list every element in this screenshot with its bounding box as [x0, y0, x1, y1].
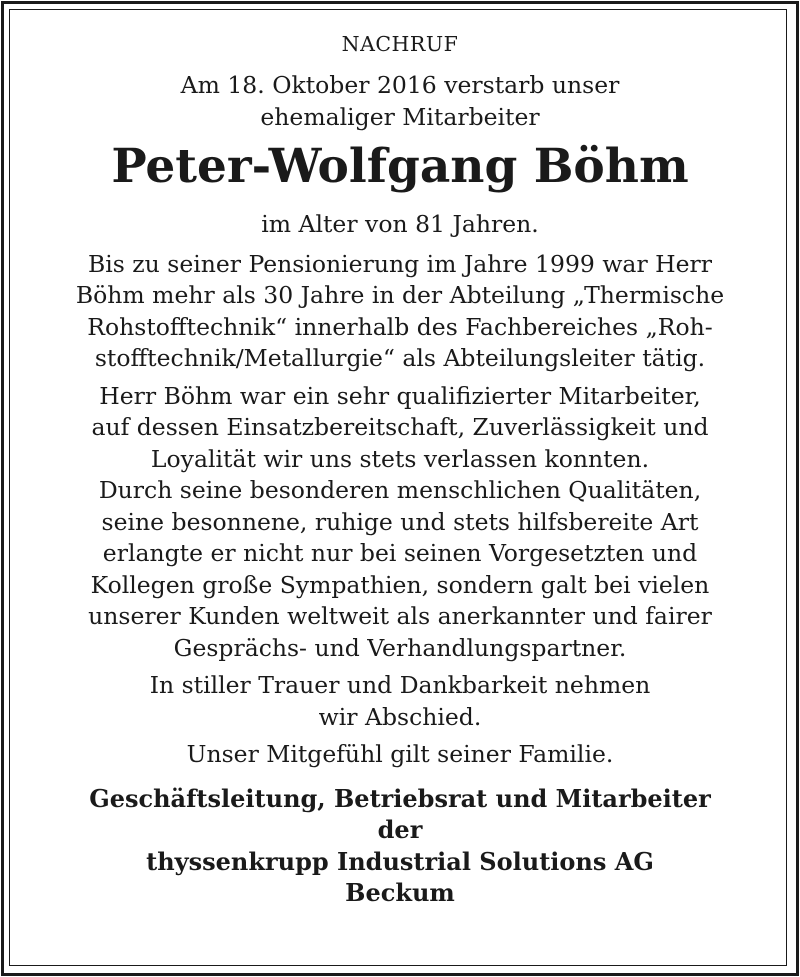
signature-line: Beckum	[345, 878, 455, 907]
intro-text	[20, 70, 780, 133]
signature-block	[20, 783, 780, 909]
tribute-line: Gesprächs- und Verhandlungspartner.	[173, 633, 627, 662]
tribute-line: Loyalität wir uns stets verlassen konnten.	[150, 444, 650, 473]
condolence-text: Unser Mitgefühl gilt seiner Familie.	[186, 740, 614, 768]
intro-line: ehemaliger Mitarbeiter	[260, 102, 540, 131]
farewell-line: In stiller Trauer und Dankbarkeit nehmen	[149, 671, 651, 699]
notice-heading: NACHRUF	[341, 32, 459, 56]
career-line: Bis zu seiner Pensionierung im Jahre 1999 war Herr	[87, 249, 713, 278]
deceased-name: Peter-Wolfgang Böhm	[111, 139, 689, 194]
tribute-line: auf dessen Einsatzbereitschaft, Zuverlässigkeit und	[91, 413, 709, 441]
signature-line: Geschäftsleitung, Betriebsrat und Mitarbeiter	[89, 783, 711, 813]
career-line: Rohstofftechnik“ innerhalb des Fachbereiches „Roh-	[87, 312, 713, 341]
career-line: stofftechnik/Metallurgie“ als Abteilungsleiter tätig.	[94, 344, 706, 372]
career-paragraph	[20, 249, 780, 375]
tribute-line: Herr Böhm war ein sehr qualifizierter Mitarbeiter,	[99, 381, 701, 410]
tribute-line: unserer Kunden weltweit als anerkannter und fairer	[88, 602, 712, 630]
tribute-line: seine besonnene, ruhige und stets hilfsbereite Art	[101, 507, 699, 536]
intro-line: Am 18. Oktober 2016 verstarb unser	[180, 71, 620, 99]
signature-line: der	[377, 815, 423, 844]
tribute-line: Durch seine besonderen menschlichen Qualitäten,	[98, 476, 702, 504]
age-text: im Alter von 81 Jahren.	[261, 210, 539, 238]
obituary-notice	[20, 28, 780, 909]
farewell-line: wir Abschied.	[318, 702, 482, 731]
tribute-line: Kollegen große Sympathien, sondern galt bei vielen	[90, 570, 710, 599]
signature-line: thyssenkrupp Industrial Solutions AG	[146, 846, 654, 876]
farewell-paragraph	[20, 670, 780, 733]
tribute-paragraph	[20, 381, 780, 665]
tribute-line: erlangte er nicht nur bei seinen Vorgesetzten und	[102, 539, 698, 567]
career-line: Böhm mehr als 30 Jahre in der Abteilung „Thermische	[75, 281, 725, 309]
